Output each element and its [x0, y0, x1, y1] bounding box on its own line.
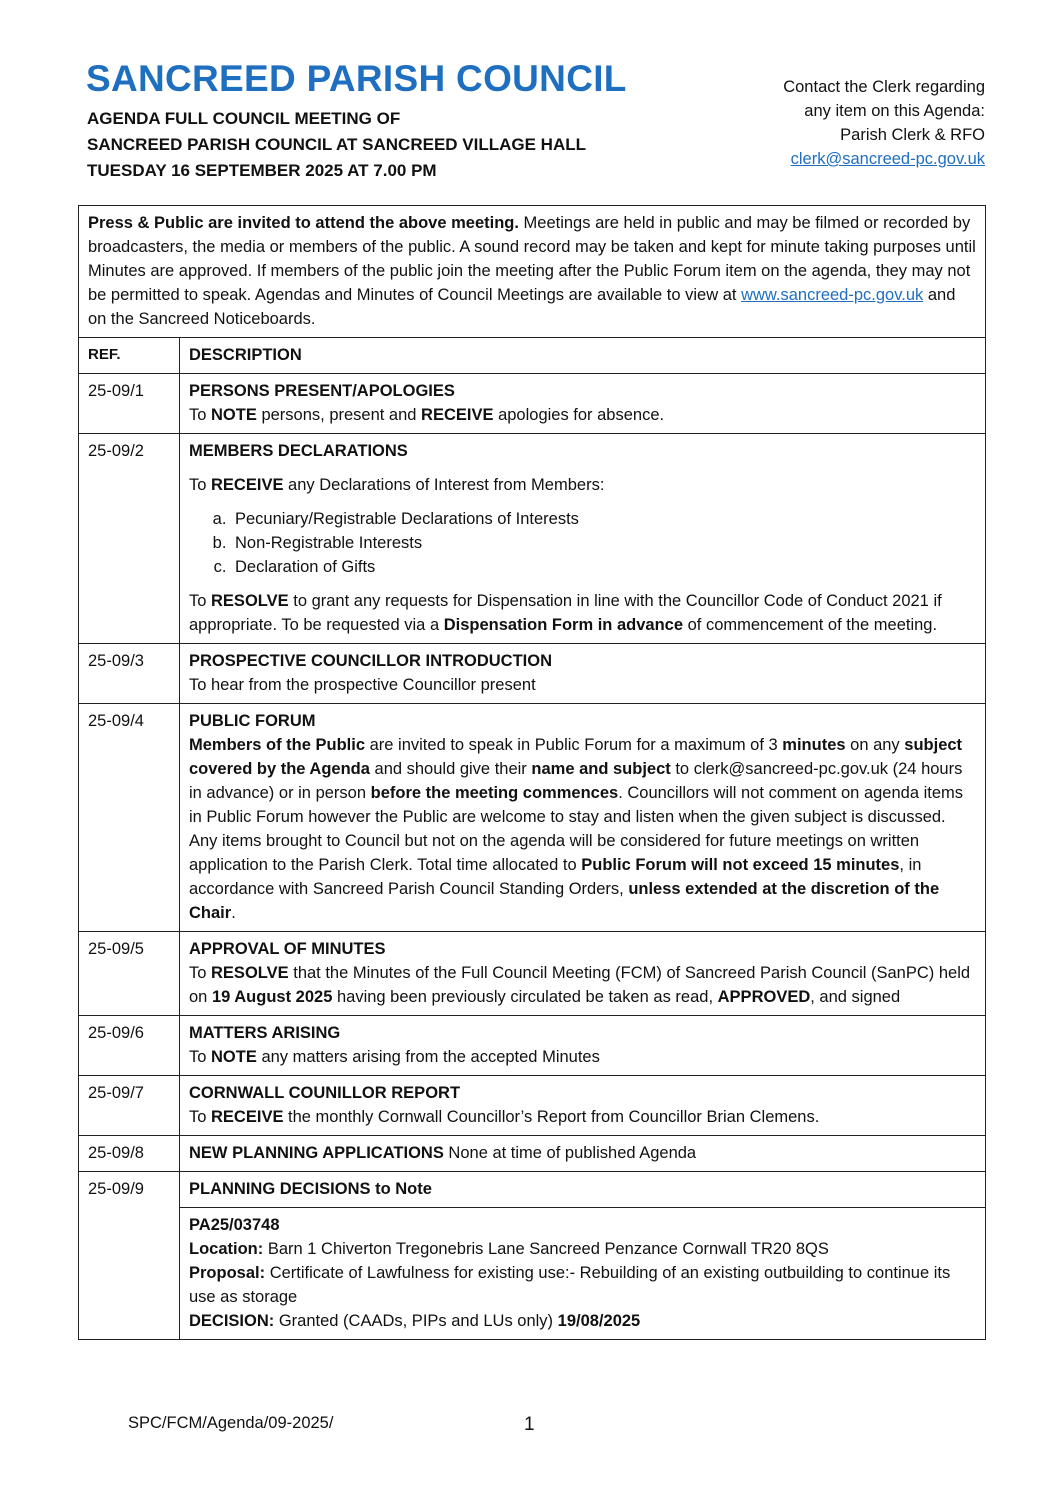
item-title: NEW PLANNING APPLICATIONS — [189, 1144, 444, 1162]
bold-run: Public Forum will not exceed 15 minutes — [581, 856, 900, 874]
intro-cell — [79, 206, 986, 338]
website-link[interactable]: www.sancreed-pc.gov.uk — [741, 286, 924, 304]
text-run: . Councillors will not comment on agenda items in Public Forum however the Public are welcome to stay and listen when the given subject is discussed. Any items brought to Council but not on the agenda will be considered for future meetings on written application to the Parish Clerk. Total time allocated to — [189, 784, 964, 874]
list-item: c. Declaration of Gifts — [231, 555, 977, 579]
item-description — [180, 1076, 986, 1136]
agenda-row-7 — [79, 1076, 986, 1136]
intro-bold: Press & Public are invited to attend the above meeting. — [88, 214, 519, 232]
text-run: and should give their — [369, 760, 532, 778]
table-header-row — [79, 338, 986, 374]
contact-line-1: Contact the Clerk regarding — [783, 78, 985, 96]
bold-run: NOTE — [211, 1048, 257, 1066]
text-run: to clerk@sancreed-pc.gov.uk (24 hours in advance) or in person — [189, 760, 963, 802]
item-description — [180, 374, 986, 434]
agenda-row-8 — [79, 1136, 986, 1172]
bold-run: subject covered by the Agenda — [189, 736, 963, 778]
bold-run: Members of the Public — [189, 736, 366, 754]
item-text — [189, 589, 977, 637]
item-title: PERSONS PRESENT/APOLOGIES — [189, 382, 455, 400]
text-run: that the Minutes of the Full Council Meeting (FCM) of Sancreed Parish Council (SanPC) held on — [189, 964, 971, 1006]
list-item: b. Non-Registrable Interests — [231, 531, 977, 555]
bold-run: before the meeting commences — [370, 784, 619, 802]
decision-date: 19/08/2025 — [557, 1312, 641, 1330]
item-ref: 25-09/8 — [79, 1136, 180, 1172]
application-ref: PA25/03748 — [189, 1216, 280, 1234]
text-run: To — [189, 964, 212, 982]
bold-run: RECEIVE — [211, 1108, 284, 1126]
agenda-row-2 — [79, 434, 986, 644]
item-description — [180, 932, 986, 1016]
list-item: a. Pecuniary/Registrable Declarations of Interests — [231, 507, 977, 531]
subtitle-line-3: TUESDAY 16 SEPTEMBER 2025 AT 7.00 PM — [87, 161, 437, 180]
planning-decision-detail — [180, 1208, 986, 1340]
proposal-text: Certificate of Lawfulness for existing use:- Rebuilding of an existing outbuilding to continue its use as storage — [189, 1264, 951, 1306]
item-title: APPROVAL OF MINUTES — [189, 940, 386, 958]
bold-run: minutes — [782, 736, 846, 754]
item-description — [180, 644, 986, 704]
text-run: on any — [845, 736, 905, 754]
item-description — [180, 1172, 986, 1208]
decision-line — [189, 1309, 977, 1333]
agenda-table — [78, 205, 986, 1340]
decision-label: DECISION: — [189, 1312, 275, 1330]
bold-run: unless extended at the discretion of the Chair — [189, 880, 940, 922]
item-ref: 25-09/3 — [79, 644, 180, 704]
bold-run: name and subject — [531, 760, 671, 778]
intro-row — [79, 206, 986, 338]
agenda-row-9 — [79, 1172, 986, 1208]
declaration-list — [189, 507, 977, 579]
item-title: CORNWALL COUNILLOR REPORT — [189, 1084, 461, 1102]
bold-run: NOTE — [211, 406, 257, 424]
text-run: To — [189, 592, 212, 610]
text-run: To — [189, 1108, 212, 1126]
location-label: Location: — [189, 1240, 264, 1258]
item-title: PROSPECTIVE COUNCILLOR INTRODUCTION — [189, 652, 553, 670]
text-run: . — [231, 904, 236, 922]
text-run: , and signed — [810, 988, 901, 1006]
bold-run: APPROVED — [717, 988, 811, 1006]
item-text — [189, 473, 977, 497]
location-line — [189, 1237, 977, 1261]
agenda-row-4 — [79, 704, 986, 932]
item-text: None at time of published Agenda — [443, 1144, 697, 1162]
bold-run: RECEIVE — [421, 406, 494, 424]
location-text: Barn 1 Chiverton Tregonebris Lane Sancreed Penzance Cornwall TR20 8QS — [263, 1240, 829, 1258]
agenda-row-1 — [79, 374, 986, 434]
council-title: SANCREED PARISH COUNCIL — [86, 58, 627, 99]
item-ref: 25-09/5 — [79, 932, 180, 1016]
proposal-label: Proposal: — [189, 1264, 266, 1282]
intro-text-end: and on the Sancreed Noticeboards. — [88, 286, 956, 328]
subtitle-line-1: AGENDA FULL COUNCIL MEETING OF — [87, 109, 401, 128]
clerk-contact — [783, 75, 985, 171]
item-ref: 25-09/4 — [79, 704, 180, 932]
text-run: persons, present and — [256, 406, 422, 424]
item-title: MATTERS ARISING — [189, 1024, 341, 1042]
text-run: To — [189, 406, 212, 424]
text-run: apologies for absence. — [493, 406, 665, 424]
text-run: To — [189, 476, 212, 494]
bold-run: RESOLVE — [211, 964, 289, 982]
item-ref: 25-09/9 — [79, 1172, 180, 1340]
item-text — [189, 1045, 977, 1069]
text-run: , in accordance with Sancreed Parish Council Standing Orders, — [189, 856, 922, 898]
page-number: 1 — [524, 1414, 535, 1435]
planning-decision-row — [79, 1208, 986, 1340]
contact-line-3: Parish Clerk & RFO — [840, 126, 985, 144]
item-description — [180, 704, 986, 932]
bold-run: RESOLVE — [211, 592, 289, 610]
text-run: of commencement of the meeting. — [683, 616, 938, 634]
intro-text: Meetings are held in public and may be filmed or recorded by broadcasters, the media or members of the public. A sound record may be taken and kept for minute taking purposes until Minutes are approved. If members of the public join the meeting after the Public Forum item on the agenda, they may not be permitted to speak. Agendas and Minutes of Council Meetings are available to view at — [88, 214, 976, 304]
item-ref: 25-09/1 — [79, 374, 180, 434]
text-run: To — [189, 1048, 212, 1066]
bold-run: Dispensation Form in advance — [443, 616, 684, 634]
item-ref: 25-09/7 — [79, 1076, 180, 1136]
item-description — [180, 1136, 986, 1172]
item-description — [180, 1016, 986, 1076]
item-ref: 25-09/2 — [79, 434, 180, 644]
text-run: are invited to speak in Public Forum for a maximum of 3 — [365, 736, 783, 754]
item-text: To hear from the prospective Councillor present — [189, 676, 536, 694]
contact-line-2: any item on this Agenda: — [804, 102, 985, 120]
text-run: to grant any requests for Dispensation in line with the Councillor Code of Conduct 2021 if appropriate. To be requested via a — [189, 592, 942, 634]
clerk-email-link[interactable]: clerk@sancreed-pc.gov.uk — [790, 150, 985, 168]
item-ref: 25-09/6 — [79, 1016, 180, 1076]
text-run: any Declarations of Interest from Members: — [283, 476, 605, 494]
description-column-header: DESCRIPTION — [180, 338, 986, 374]
text-run: the monthly Cornwall Councillor’s Report from Councillor Brian Clemens. — [283, 1108, 820, 1126]
agenda-row-6 — [79, 1016, 986, 1076]
item-text — [189, 733, 977, 925]
meeting-subtitle — [87, 106, 586, 184]
item-text — [189, 403, 977, 427]
item-description — [180, 434, 986, 644]
item-title: PUBLIC FORUM — [189, 712, 316, 730]
proposal-line — [189, 1261, 977, 1309]
document-reference: SPC/FCM/Agenda/09-2025/ — [128, 1414, 334, 1432]
text-run: any matters arising from the accepted Minutes — [256, 1048, 600, 1066]
item-text — [189, 1105, 977, 1129]
agenda-row-5 — [79, 932, 986, 1016]
subtitle-line-2: SANCREED PARISH COUNCIL AT SANCREED VILLAGE HALL — [87, 135, 587, 154]
bold-run: RECEIVE — [211, 476, 284, 494]
ref-column-header: REF. — [79, 338, 180, 374]
item-text — [189, 961, 977, 1009]
decision-text: Granted (CAADs, PIPs and LUs only) — [274, 1312, 558, 1330]
text-run: having been previously circulated be taken as read, — [332, 988, 718, 1006]
item-title: PLANNING DECISIONS to Note — [189, 1180, 432, 1198]
agenda-row-3 — [79, 644, 986, 704]
item-title: MEMBERS DECLARATIONS — [189, 442, 408, 460]
bold-run: 19 August 2025 — [211, 988, 333, 1006]
